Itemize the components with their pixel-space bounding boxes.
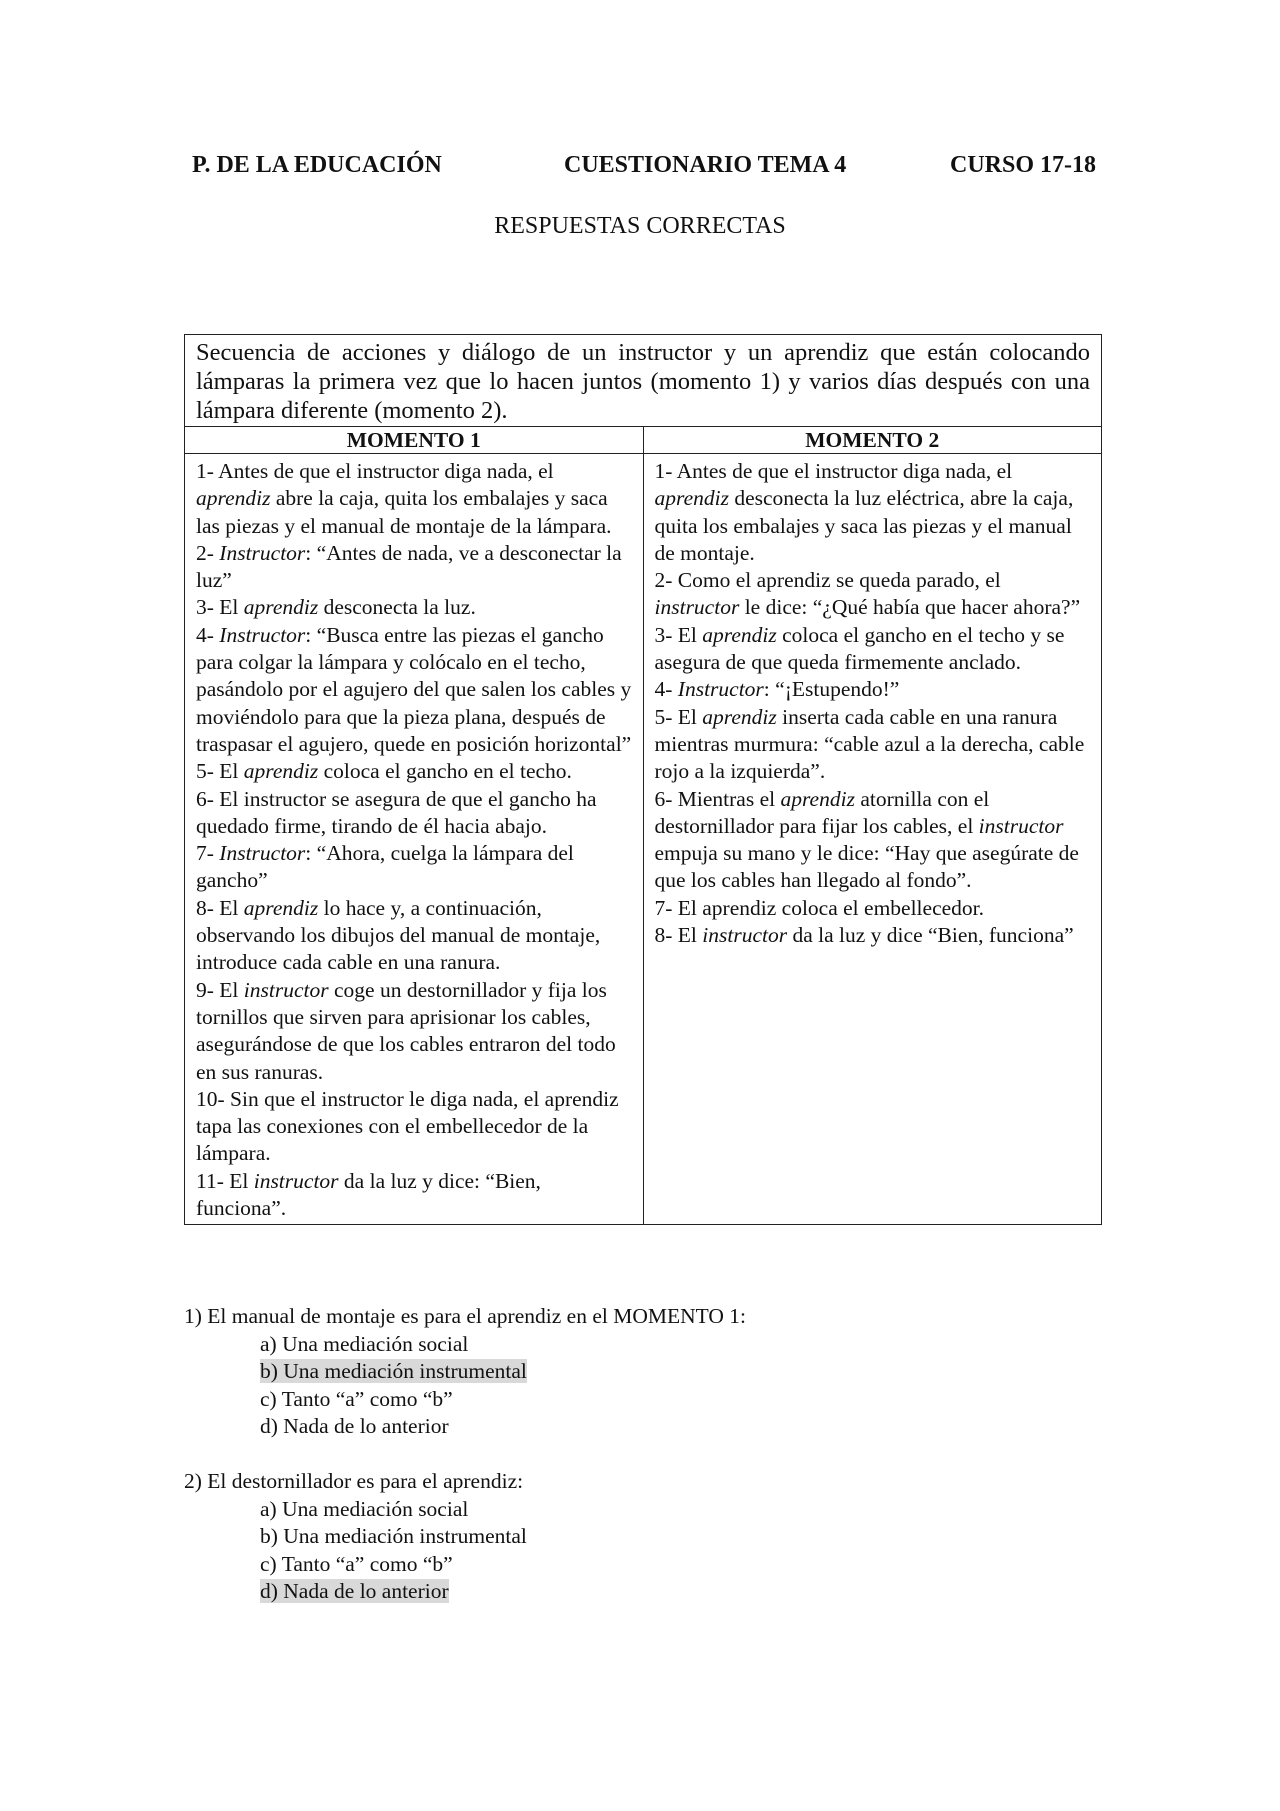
step-item: 4- Instructor: “¡Estupendo!” [654,677,900,702]
option-a: a) Una mediación social [260,1331,469,1356]
step-item: 4- Instructor: “Busca entre las piezas el gancho para colgar la lámpara y colócalo en el techo, pasándolo por el agujero del que salen los cables y moviéndolo para que la pieza plana, después de traspasar el agujero, quede en posición horizontal” [196,622,632,756]
table-intro: Secuencia de acciones y diálogo de un instructor y un aprendiz que están colocando lámparas la primera vez que lo hacen juntos (momento 1) y varios días después con una lámpara diferente (momento 2). [185,335,1102,427]
question-text: 2) El destornillador es para el aprendiz: [184,1469,524,1493]
step-item: 3- El aprendiz coloca el gancho en el techo y se asegura de que queda firmemente anclado. [654,622,1065,675]
option-c: c) Tanto “a” como “b” [260,1386,453,1411]
step-item: 5- El aprendiz coloca el gancho en el techo. [196,759,572,784]
page-subtitle: RESPUESTAS CORRECTAS [494,213,786,239]
question-2 [184,1468,1084,1606]
step-item: 7- El aprendiz coloca el embellecedor. [654,895,985,920]
options-list [184,1496,1084,1606]
step-item: 8- El aprendiz lo hace y, a continuación, observando los dibujos del manual de montaje, introduce cada cable en una ranura. [196,895,601,975]
options-list [184,1331,1084,1441]
header-title: CUESTIONARIO TEMA 4 [564,152,847,178]
step-item: 6- El instructor se asegura de que el gancho ha quedado firme, tirando de él hacia abajo. [196,786,597,838]
step-item: 9- El instructor coge un destornillador y fija los tornillos que sirven para aprisionar los cables, asegurándose de que los cables entraron del todo en sus ranuras. [196,977,616,1084]
momento2-column [643,454,1102,1225]
step-item: 8- El instructor da la luz y dice “Bien, funciona” [654,923,1074,948]
option-b: b) Una mediación instrumental [260,1524,527,1548]
momento2-steps [655,458,1091,949]
option-d: d) Nada de lo anterior [260,1414,449,1438]
momento1-column [185,454,644,1225]
step-item: 6- Mientras el aprendiz atornilla con el destornillador para fijar los cables, el instructor empuja su mano y le dice: “Hay que asegúrate de que los cables han llegado al fondo”. [654,786,1079,893]
question-1 [184,1303,1084,1441]
questions-section [184,1303,1084,1606]
step-item: 1- Antes de que el instructor diga nada, el aprendiz desconecta la luz eléctrica, abre la caja, quita los embalajes y saca las piezas y el manual de montaje. [654,459,1074,565]
step-item: 11- El instructor da la luz y dice: “Bien, funciona”. [196,1168,541,1221]
step-item: 3- El aprendiz desconecta la luz. [196,595,476,620]
page-header [192,152,1096,188]
option-b: b) Una mediación instrumental [260,1359,527,1383]
step-item: 7- Instructor: “Ahora, cuelga la lámpara del gancho” [196,841,574,893]
momento1-steps [196,458,632,1222]
step-item: 1- Antes de que el instructor diga nada, el aprendiz abre la caja, quita los embalajes y saca las piezas y el manual de montaje de la lámpara. [196,459,612,538]
momento2-header: MOMENTO 2 [643,427,1102,454]
header-course: CURSO 17-18 [949,152,1096,178]
step-item: 2- Instructor: “Antes de nada, ve a desconectar la luz” [196,540,622,593]
step-item: 5- El aprendiz inserta cada cable en una ranura mientras murmura: “cable azul a la derecha, cable rojo a la izquierda”. [654,704,1085,784]
option-c: c) Tanto “a” como “b” [260,1551,453,1576]
option-a: a) Una mediación social [260,1496,469,1521]
momento1-header: MOMENTO 1 [185,427,644,454]
step-item: 2- Como el aprendiz se queda parado, el instructor le dice: “¿Qué había que hacer ahora?” [654,568,1081,620]
step-item: 10- Sin que el instructor le diga nada, el aprendiz tapa las conexiones con el embellecedor de la lámpara. [196,1086,619,1166]
header-subject: P. DE LA EDUCACIÓN [192,152,442,178]
scenario-table [184,334,1102,1225]
option-d: d) Nada de lo anterior [260,1579,449,1603]
question-text: 1) El manual de montaje es para el aprendiz en el MOMENTO 1: [184,1304,747,1328]
